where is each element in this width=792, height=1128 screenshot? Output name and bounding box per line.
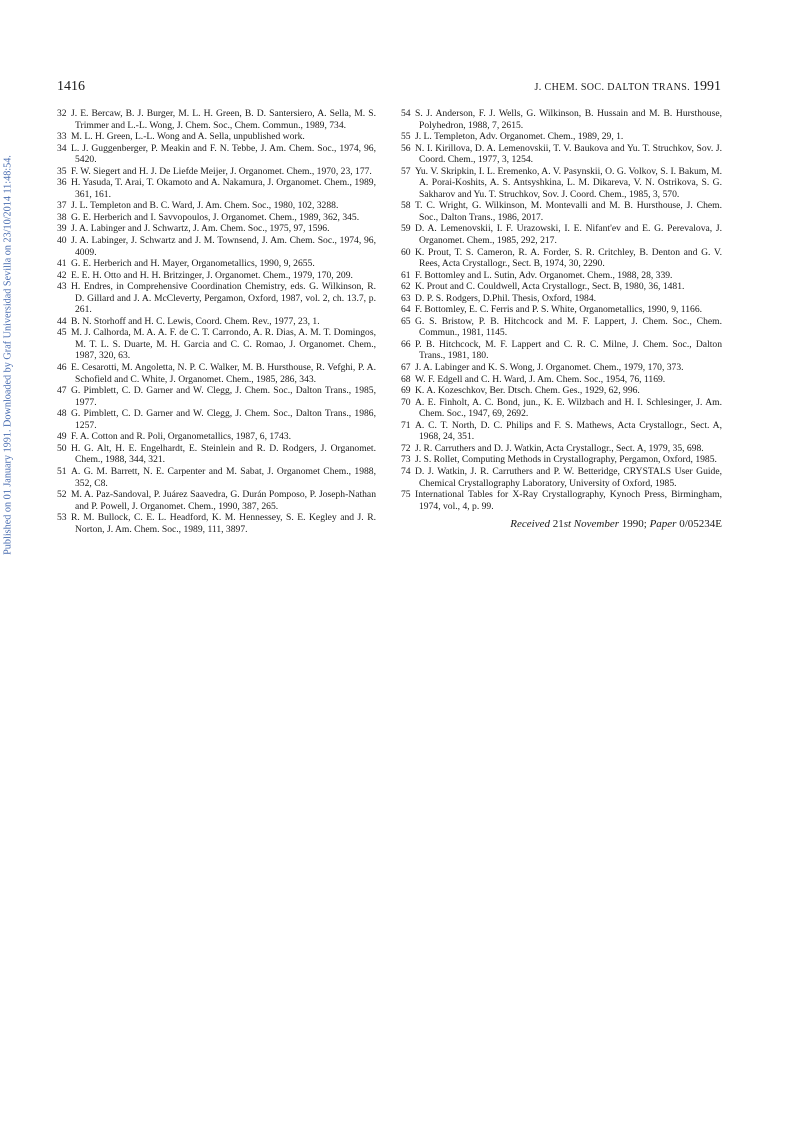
reference-number: 38	[57, 211, 67, 223]
reference-item	[57, 408, 376, 431]
reference-text: J. L. Templeton and B. C. Ward, J. Am. Chem. Soc., 1980, 102, 3288.	[71, 200, 339, 212]
reference-item	[401, 247, 722, 270]
reference-number: 56	[401, 142, 411, 154]
reference-text: E. Cesarotti, M. Angoletta, N. P. C. Walker, M. B. Hursthouse, R. Vefghi, P. A. Schofield and C. White, J. Organomet. Chem., 1985, 286, 343.	[71, 362, 376, 385]
reference-text: A. C. T. North, D. C. Philips and F. S. Mathews, Acta Crystallogr., Sect. A, 1968, 24, 351.	[415, 419, 722, 443]
reference-number: 75	[401, 489, 411, 501]
received-label: Received	[510, 518, 550, 531]
reference-number: 36	[57, 177, 67, 189]
reference-text: G. E. Herberich and I. Savvopoulos, J. Organomet. Chem., 1989, 362, 345.	[71, 211, 360, 223]
reference-item	[57, 200, 376, 212]
reference-text: J. A. Labinger, J. Schwartz and J. M. Townsend, J. Am. Chem. Soc., 1974, 96, 4009.	[71, 235, 376, 258]
reference-number: 61	[401, 269, 411, 281]
reference-item	[57, 512, 376, 535]
reference-item	[57, 143, 376, 166]
download-watermark	[1, 55, 15, 655]
reference-item	[401, 466, 722, 489]
references-right-column	[401, 108, 722, 531]
received-year: 1990;	[621, 518, 647, 531]
reference-item	[57, 431, 376, 443]
reference-text: J. R. Carruthers and D. J. Watkin, Acta Crystallogr., Sect. A, 1979, 35, 698.	[415, 442, 704, 454]
reference-text: D. J. Watkin, J. R. Carruthers and P. W. Betteridge, CRYSTALS User Guide, Chemical Crystallography Laboratory, University of Oxford, 1985.	[415, 465, 722, 489]
received-day: 21st	[552, 518, 572, 531]
reference-item	[401, 420, 722, 443]
reference-item	[401, 143, 722, 166]
reference-number: 58	[401, 200, 411, 212]
reference-item	[57, 177, 376, 200]
reference-item	[401, 385, 722, 397]
reference-text: G. S. Bristow, P. B. Hitchcock and M. F. Lappert, J. Chem. Soc., Chem. Commun., 1981, 1145.	[415, 315, 722, 339]
reference-text: R. M. Bullock, C. E. L. Headford, K. M. Hennessey, S. E. Kegley and J. R. Norton, J. Am. Chem. Soc., 1989, 111, 3897.	[71, 512, 376, 535]
reference-item	[401, 443, 722, 455]
paper-number: 0/05234E	[679, 518, 722, 531]
reference-number: 71	[401, 419, 411, 431]
reference-number: 44	[57, 315, 67, 327]
reference-number: 48	[57, 408, 67, 420]
reference-number: 52	[57, 489, 67, 501]
journal-header	[534, 79, 721, 95]
reference-number: 54	[401, 108, 411, 119]
reference-number: 49	[57, 431, 67, 443]
reference-text: M. L. H. Green, L.-L. Wong and A. Sella, unpublished work.	[71, 131, 305, 143]
reference-text: N. I. Kirillova, D. A. Lemenovskii, T. V. Baukova and Yu. T. Struchkov, Sov. J. Coord. Chem., 1977, 3, 1254.	[415, 142, 722, 166]
reference-text: K. Prout and C. Couldwell, Acta Crystallogr., Sect. B, 1980, 36, 1481.	[415, 281, 685, 293]
reference-number: 51	[57, 465, 67, 477]
reference-text: B. N. Storhoff and H. C. Lewis, Coord. Chem. Rev., 1977, 23, 1.	[71, 315, 320, 327]
reference-item	[57, 466, 376, 489]
reference-text: F. Bottomley and L. Sutin, Adv. Organomet. Chem., 1988, 28, 339.	[415, 269, 673, 281]
reference-text: D. P. S. Rodgers, D.Phil. Thesis, Oxford, 1984.	[415, 292, 597, 304]
reference-text: P. B. Hitchcock, M. F. Lappert and C. R. C. Milne, J. Chem. Soc., Dalton Trans., 1981, 180.	[415, 338, 722, 362]
reference-item	[57, 281, 376, 316]
reference-item	[401, 108, 722, 131]
reference-item	[401, 131, 722, 143]
reference-number: 55	[401, 131, 411, 143]
reference-item	[57, 362, 376, 385]
reference-item	[401, 316, 722, 339]
reference-number: 62	[401, 281, 411, 293]
reference-text: F. Bottomley, E. C. Ferris and P. S. White, Organometallics, 1990, 9, 1166.	[415, 304, 703, 316]
reference-number: 37	[57, 200, 67, 212]
reference-number: 41	[57, 258, 67, 270]
reference-text: J. S. Rollet, Computing Methods in Crystallography, Pergamon, Oxford, 1985.	[415, 454, 717, 466]
received-date-line	[401, 519, 722, 531]
reference-text: G. Pimblett, C. D. Garner and W. Clegg, J. Chem. Soc., Dalton Trans., 1986, 1257.	[71, 408, 376, 431]
reference-item	[401, 397, 722, 420]
reference-text: M. J. Calhorda, M. A. A. F. de C. T. Carrondo, A. R. Dias, A. M. T. Domingos, M. T. L. S. Duarte, M. H. Garcia and C. C. Romao, J. Organomet. Chem., 1987, 320, 63.	[71, 327, 376, 362]
reference-text: A. G. M. Barrett, N. E. Carpenter and M. Sabat, J. Organomet Chem., 1988, 352, C8.	[71, 465, 376, 489]
reference-item	[401, 339, 722, 362]
reference-text: F. W. Siegert and H. J. De Liefde Meijer, J. Organomet. Chem., 1970, 23, 177.	[71, 165, 372, 177]
reference-number: 70	[401, 396, 411, 408]
reference-number: 65	[401, 315, 411, 327]
reference-text: G. E. Herberich and H. Mayer, Organometallics, 1990, 9, 2655.	[71, 258, 315, 270]
reference-number: 66	[401, 338, 411, 350]
reference-item	[57, 316, 376, 328]
references-left-column	[57, 108, 376, 535]
reference-text: A. E. Finholt, A. C. Bond, jun., K. E. Wilzbach and H. I. Schlesinger, J. Am. Chem. Soc., 1947, 69, 2692.	[415, 396, 722, 420]
reference-number: 57	[401, 165, 411, 177]
reference-text: G. Pimblett, C. D. Garner and W. Clegg, J. Chem. Soc., Dalton Trans., 1985, 1977.	[71, 385, 376, 408]
reference-text: F. A. Cotton and R. Poli, Organometallics, 1987, 6, 1743.	[71, 431, 291, 443]
reference-item	[401, 281, 722, 293]
reference-number: 64	[401, 304, 411, 316]
reference-item	[401, 200, 722, 223]
reference-text: D. A. Lemenovskii, I. F. Urazowski, I. E. Nifant'ev and E. G. Perevalova, J. Organomet. Chem., 1985, 292, 217.	[415, 223, 722, 247]
reference-item	[57, 489, 376, 512]
reference-number: 74	[401, 465, 411, 477]
reference-item	[401, 293, 722, 305]
page-number: 1416	[57, 79, 85, 94]
reference-number: 50	[57, 442, 67, 454]
reference-text: J. L. Templeton, Adv. Organomet. Chem., 1989, 29, 1.	[415, 131, 624, 143]
reference-item	[57, 327, 376, 362]
reference-text: J. A. Labinger and J. Schwartz, J. Am. Chem. Soc., 1975, 97, 1596.	[71, 223, 330, 235]
reference-number: 67	[401, 362, 411, 374]
paper-label: Paper	[649, 518, 677, 531]
reference-item	[57, 443, 376, 466]
reference-text: T. C. Wright, G. Wilkinson, M. Montevalli and M. B. Hursthouse, J. Chem. Soc., Dalton Trans., 1986, 2017.	[415, 200, 722, 223]
reference-text: K. A. Kozeschkov, Ber. Dtsch. Chem. Ges., 1929, 62, 996.	[415, 385, 640, 397]
reference-item	[57, 385, 376, 408]
reference-number: 46	[57, 362, 67, 374]
reference-text: E. E. H. Otto and H. H. Britzinger, J. Organomet. Chem., 1979, 170, 209.	[71, 269, 353, 281]
reference-item	[401, 166, 722, 201]
reference-item	[57, 131, 376, 143]
reference-text: L. J. Guggenberger, P. Meakin and F. N. Tebbe, J. Am. Chem. Soc., 1974, 96, 5420.	[71, 142, 376, 166]
reference-item	[401, 454, 722, 466]
reference-text: H. Yasuda, T. Arai, T. Okamoto and A. Nakamura, J. Organomet. Chem., 1989, 361, 161.	[71, 177, 376, 200]
reference-text: International Tables for X-Ray Crystallography, Kynoch Press, Birmingham, 1974, vol., 4, p. 99.	[415, 489, 722, 512]
journal-name: J. CHEM. SOC. DALTON TRANS.	[534, 82, 691, 93]
reference-text: J. A. Labinger and K. S. Wong, J. Organomet. Chem., 1979, 170, 373.	[415, 362, 684, 374]
journal-year: 1991	[693, 79, 721, 94]
reference-number: 32	[57, 108, 67, 119]
reference-text: Yu. V. Skripkin, I. L. Eremenko, A. V. Pasynskii, O. G. Volkov, S. I. Bakum, M. A. Porai-Koshits, A. S. Antsyshkina, L. M. Dikareva, V. N. Ostrikova, S. G. Sakharov and Yu. T. Struchkov, Sov. J. Coord. Chem., 1985, 3, 570.	[415, 165, 722, 200]
reference-text: K. Prout, T. S. Cameron, R. A. Forder, S. R. Critchley, B. Denton and G. V. Rees, Acta Crystallogr., Sect. B, 1974, 30, 2290.	[415, 246, 722, 270]
reference-item	[401, 270, 722, 282]
reference-number: 42	[57, 269, 67, 281]
reference-number: 53	[57, 512, 67, 524]
reference-text: H. G. Alt, H. E. Engelhardt, E. Steinlein and R. D. Rodgers, J. Organomet. Chem., 1988, 344, 321.	[71, 442, 376, 466]
reference-text: S. J. Anderson, F. J. Wells, G. Wilkinson, B. Hussain and M. B. Hursthouse, Polyhedron, 1988, 7, 2615.	[415, 108, 722, 131]
reference-number: 47	[57, 385, 67, 397]
reference-number: 68	[401, 373, 411, 385]
reference-item	[57, 235, 376, 258]
reference-item	[401, 223, 722, 246]
reference-number: 40	[57, 235, 67, 247]
reference-item	[57, 166, 376, 178]
reference-number: 43	[57, 281, 67, 293]
reference-number: 34	[57, 142, 67, 154]
reference-number: 39	[57, 223, 67, 235]
reference-text: W. F. Edgell and C. H. Ward, J. Am. Chem. Soc., 1954, 76, 1169.	[415, 373, 666, 385]
reference-number: 69	[401, 385, 411, 397]
reference-text: J. E. Bercaw, B. J. Burger, M. L. H. Green, B. D. Santersiero, A. Sella, M. S. Trimmer and L.-L. Wong, J. Chem. Soc., Chem. Commun., 1989, 734.	[71, 108, 376, 131]
reference-number: 33	[57, 131, 67, 143]
reference-text: H. Endres, in Comprehensive Coordination Chemistry, eds. G. Wilkinson, R. D. Gillard and J. A. McCleverty, Pergamon, Oxford, 1987, vol. 2, ch. 13.7, p. 261.	[71, 281, 376, 316]
reference-number: 60	[401, 246, 411, 258]
received-month: November	[573, 518, 620, 531]
reference-number: 59	[401, 223, 411, 235]
reference-item	[401, 489, 722, 512]
reference-item	[57, 223, 376, 235]
reference-number: 73	[401, 454, 411, 466]
reference-item	[57, 212, 376, 224]
reference-item	[401, 374, 722, 386]
reference-number: 63	[401, 292, 411, 304]
reference-item	[57, 270, 376, 282]
reference-number: 45	[57, 327, 67, 339]
reference-number: 72	[401, 442, 411, 454]
reference-text: M. A. Paz-Sandoval, P. Juárez Saavedra, G. Durán Pomposo, P. Joseph-Nathan and P. Powell, J. Organomet. Chem., 1990, 387, 265.	[71, 489, 376, 512]
reference-number: 35	[57, 165, 67, 177]
reference-item	[57, 258, 376, 270]
download-notice-text: Published on 01 January 1991. Downloaded by Graf Universidad Sevilla on 23/10/2014 11:48:54.	[2, 155, 14, 555]
reference-item	[401, 362, 722, 374]
reference-item	[401, 304, 722, 316]
reference-item	[57, 108, 376, 131]
